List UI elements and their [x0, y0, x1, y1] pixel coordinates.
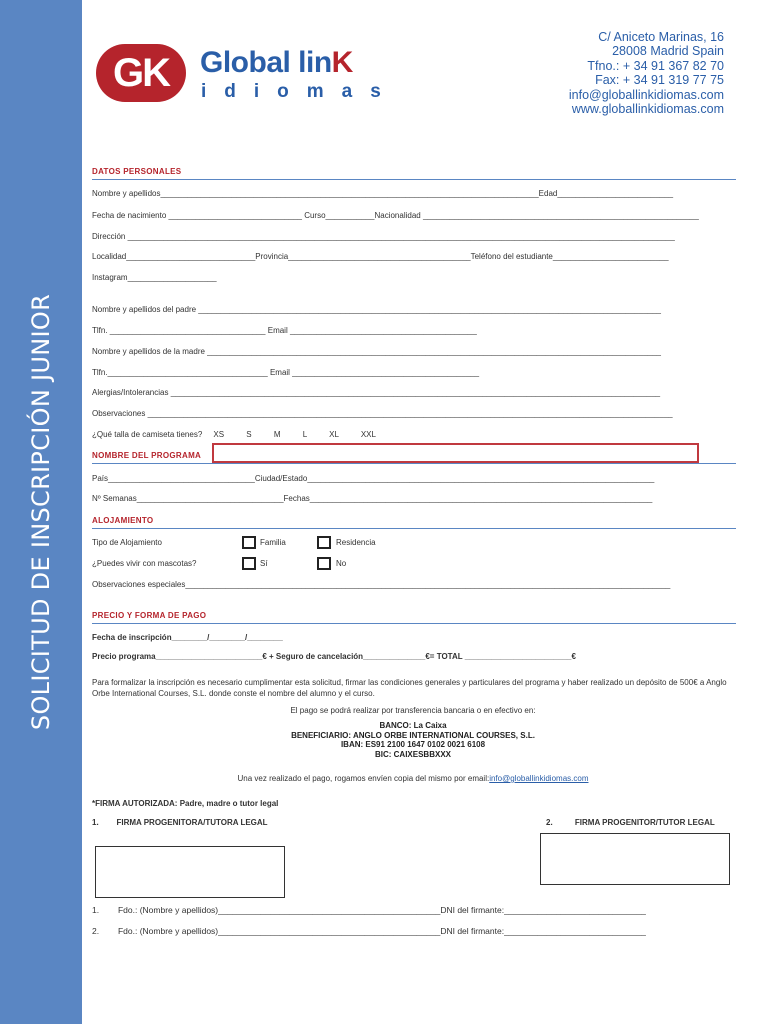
contact-address: C/ Aniceto Marinas, 16: [598, 30, 724, 44]
field-mother-name[interactable]: Nombre y apellidos de la madre ______________________________________________________________________________________________________: [92, 347, 661, 356]
section-program-name: NOMBRE DEL PROGRAMA: [92, 451, 736, 464]
accommodation-type-label: Tipo de Alojamiento: [92, 538, 162, 547]
payment-instructions: Para formalizar la inscripción es necesario cumplimentar esta solicitud, firmar las condiciones generales y particulares del programa y haber realizado un depósito de 500€ a Anglo Orbe International Courses, S.L. donde conste el nombre del alumno y el curso.: [92, 678, 727, 698]
checkbox-pets-no[interactable]: [317, 557, 331, 570]
field-signer-2[interactable]: 2. Fdo.: (Nombre y apellidos)_______________________________________________DNI del firmante:______________________________: [92, 926, 646, 936]
payment-copy-text: Una vez realizado el pago, rogamos envíen copia del mismo por email:: [237, 774, 490, 783]
contact-phone: Tfno.: + 34 91 367 82 70: [587, 58, 724, 73]
field-father-phone-email[interactable]: Tlfn. ___________________________________ Email __________________________________________: [92, 326, 477, 335]
logo-name-main: Global lin: [200, 46, 332, 79]
company-logo: [96, 44, 399, 106]
field-locality-province-phone[interactable]: Localidad_____________________________Provincia_________________________________________Teléfono del estudiante__________________________: [92, 252, 669, 261]
field-mother-phone-email[interactable]: Tlfn.____________________________________ Email __________________________________________: [92, 368, 480, 377]
sidebar: [0, 0, 82, 1024]
logo-badge-text: GK: [113, 51, 169, 95]
program-name-input[interactable]: [212, 443, 699, 463]
field-instagram[interactable]: Instagram____________________: [92, 273, 217, 282]
field-signer-1[interactable]: 1. Fdo.: (Nombre y apellidos)_______________________________________________DNI del firmante:______________________________: [92, 905, 646, 915]
field-weeks-dates[interactable]: Nº Semanas_________________________________Fechas_____________________________________________________________________________: [92, 494, 653, 503]
logo-subtitle: idiomas: [201, 81, 399, 102]
logo-name: [200, 46, 353, 80]
contact-fax: Fax: + 34 91 319 77 75: [595, 73, 724, 88]
checkbox-pets-yes-label: Sí: [260, 559, 268, 568]
pets-question-label: ¿Puedes vivir con mascotas?: [92, 559, 197, 568]
signature-1-heading: 1. FIRMA PROGENITORA/TUTORA LEGAL: [92, 818, 268, 827]
section-personal-data: DATOS PERSONALES: [92, 167, 736, 180]
checkbox-pets-no-label: No: [336, 559, 347, 568]
section-accommodation: ALOJAMIENTO: [92, 516, 736, 529]
authorized-signature-note: *FIRMA AUTORIZADA: Padre, madre o tutor legal: [92, 799, 279, 808]
bank-iban: IBAN: ES91 2100 1647 0102 0021 6108: [340, 740, 486, 750]
checkbox-family-label: Familia: [260, 538, 286, 547]
signature-1-box[interactable]: [95, 846, 285, 898]
bank-bic: BIC: CAIXESBBXXX: [374, 749, 451, 759]
field-name-age[interactable]: Nombre y apellidos_____________________________________________________________________________________Edad__________________________: [92, 189, 674, 198]
field-father-name[interactable]: Nombre y apellidos del padre ________________________________________________________________________________________________________: [92, 305, 661, 314]
field-country-city[interactable]: País_________________________________Ciudad/Estado______________________________________________________________________________: [92, 474, 655, 483]
field-registration-date[interactable]: Fecha de inscripción________/________/________: [92, 633, 283, 642]
field-birth-course-nationality[interactable]: Fecha de nacimiento ______________________________ Curso___________Nacionalidad ______________________________________________________________: [92, 211, 699, 220]
contact-block: [569, 30, 724, 116]
contact-web[interactable]: www.globallinkidiomas.com: [571, 102, 724, 117]
bank-beneficiary: BENEFICIARIO: ANGLO ORBE INTERNATIONAL COURSES, S.L.: [291, 730, 535, 740]
signature-2-box[interactable]: [540, 833, 730, 885]
logo-name-k: K: [331, 46, 353, 79]
field-address[interactable]: Dirección ___________________________________________________________________________________________________________________________: [92, 232, 675, 241]
payment-transfer-note: El pago se podrá realizar por transferencia bancaria o en efectivo en:: [290, 706, 536, 715]
field-observations[interactable]: Observaciones ______________________________________________________________________________________________________________________: [92, 409, 673, 418]
contact-email[interactable]: info@globallinkidiomas.com: [568, 87, 724, 102]
checkbox-family[interactable]: [242, 536, 256, 549]
checkbox-residence[interactable]: [317, 536, 331, 549]
field-special-observations[interactable]: Observaciones especiales_____________________________________________________________________________________________________________: [92, 580, 671, 589]
field-tshirt-size[interactable]: ¿Qué talla de camiseta tienes? XS S M L XL XXL: [92, 430, 376, 439]
payment-copy-note: [92, 774, 734, 783]
field-price-total[interactable]: Precio programa________________________€ + Seguro de cancelación______________€= TOTAL ________________________€: [92, 652, 576, 661]
checkbox-residence-label: Residencia: [336, 538, 376, 547]
payment-copy-email-link[interactable]: info@globallinkidiomas.com: [489, 774, 589, 783]
bank-name: BANCO: La Caixa: [379, 721, 447, 730]
bank-details: [92, 721, 734, 759]
signature-2-heading: 2. FIRMA PROGENITOR/TUTOR LEGAL: [546, 818, 715, 827]
section-price-payment: PRECIO Y FORMA DE PAGO: [92, 611, 736, 624]
checkbox-pets-yes[interactable]: [242, 557, 256, 570]
field-allergies[interactable]: Alergias/Intolerancias ______________________________________________________________________________________________________________: [92, 388, 661, 397]
document-title: SOLICITUD DE INSCRIPCIÓN JUNIOR: [27, 293, 55, 731]
contact-city: 28008 Madrid Spain: [612, 44, 724, 59]
